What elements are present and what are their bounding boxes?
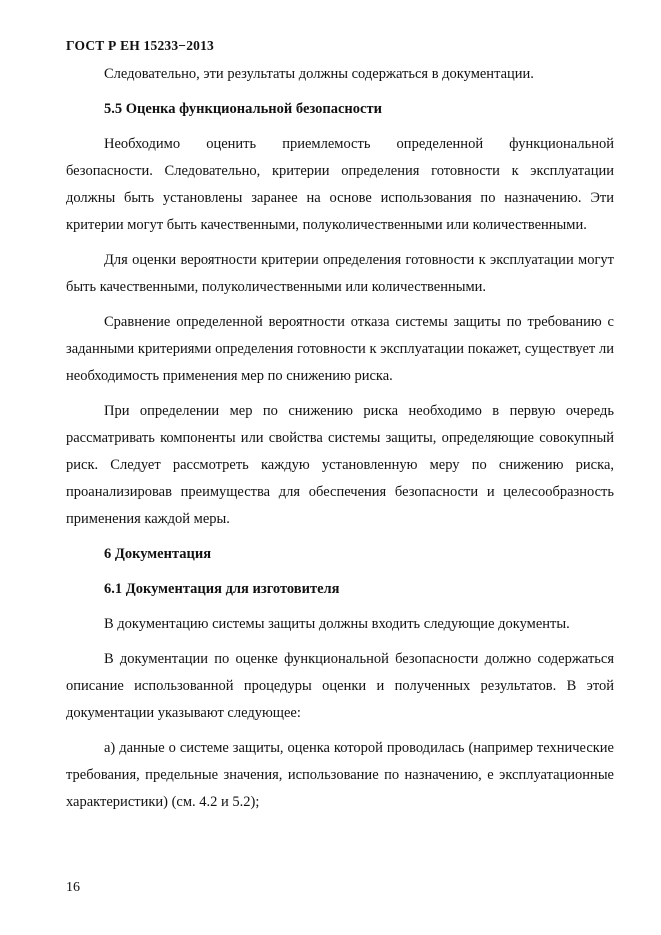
section-heading-6-1: 6.1 Документация для изготовителя xyxy=(104,581,340,597)
paragraph-failure-comparison: Сравнение определенной вероятности отказа системы защиты по требованию с заданными критериями определения готовности к эксплуатации покажет, существует ли необходимость применения мер по снижению риска. xyxy=(66,314,614,384)
document-body xyxy=(66,61,614,824)
paragraph-risk-measures: При определении мер по снижению риска необходимо в первую очередь рассматривать компоненты или свойства системы защиты, определяющие совокупный риск. Следует рассмотреть каждую установленную меру по снижению риска, проанализировав преимущества для обеспечения безопасности и целесообразность применения каждой меры. xyxy=(66,403,614,527)
paragraph-documentation-note: Следовательно, эти результаты должны содержаться в документации. xyxy=(104,66,534,82)
list-item-a: а) данные о системе защиты, оценка которой проводилась (например технические требования, предельные значения, использование по назначению, е эксплуатационные характеристики) (см. 4.2 и 5.2); xyxy=(66,740,614,810)
section-heading-5-5: 5.5 Оценка функциональной безопасности xyxy=(104,101,382,117)
page-number: 16 xyxy=(66,880,80,895)
paragraph-documentation-list: В документацию системы защиты должны входить следующие документы. xyxy=(104,616,570,632)
standard-header: ГОСТ Р ЕН 15233−2013 xyxy=(66,38,214,53)
paragraph-assessment-documentation: В документации по оценке функциональной безопасности должно содержаться описание использованной процедуры оценки и полученных результатов. В этой документации указывают следующее: xyxy=(66,651,614,721)
section-heading-6: 6 Документация xyxy=(104,546,212,562)
paragraph-probability-criteria: Для оценки вероятности критерии определения готовности к эксплуатации могут быть качественными, полуколичественными или количественными. xyxy=(66,252,614,295)
paragraph-functional-safety: Необходимо оценить приемлемость определенной функциональной безопасности. Следовательно, критерии определения готовности к эксплуатации должны быть установлены заранее на основе использования по назначению. Эти критерии могут быть качественными, полуколичественными или количественными. xyxy=(66,136,614,233)
